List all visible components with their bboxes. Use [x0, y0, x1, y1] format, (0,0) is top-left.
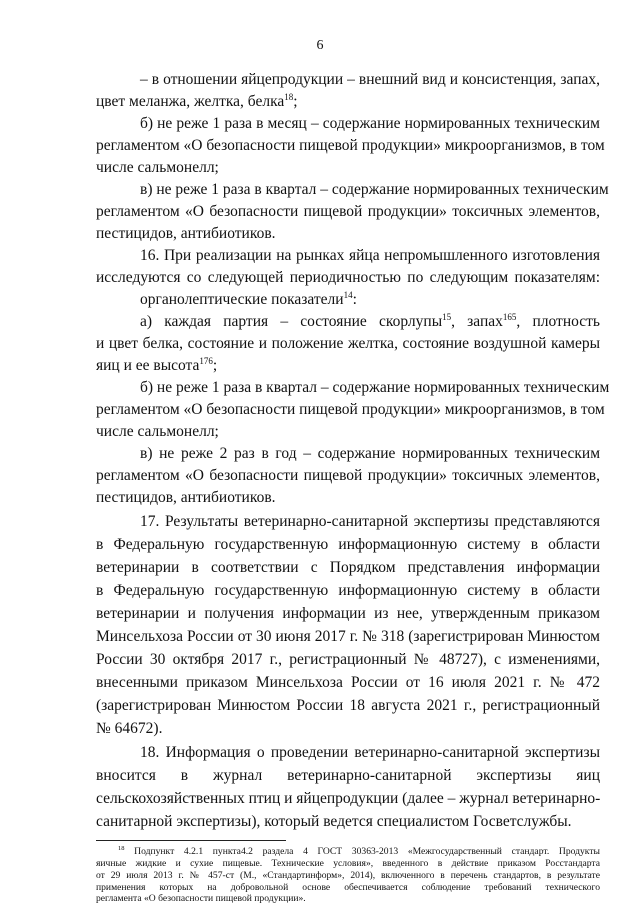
text-line: внесенными приказом Минсельхоза России от 16 июля 2021 г. № 472 — [96, 674, 600, 691]
footnote-ref: 165 — [502, 311, 517, 322]
footnote-line: от 29 июля 2013 г. № 457-ст (М., «Стандартинформ», 2014), включенного в перечень стандартов, в результате — [96, 870, 600, 881]
footnote-line: яичные жидкие и сухие пищевые. Технические условия», введенного в действие приказом Росстандарта — [96, 858, 600, 869]
text-line: в Федеральную государственную информационную систему в области — [96, 536, 600, 553]
text-line: и цвет белка, состояние и положение желтка, состояние воздушной камеры — [96, 335, 600, 352]
text-line: 17. Результаты ветеринарно-санитарной экспертизы представляются — [140, 513, 600, 530]
text-line: 16. При реализации на рынках яйца непромышленного изготовления — [140, 247, 600, 264]
text-line: (зарегистрирован Минюстом России 18 августа 2021 г., регистрационный — [96, 697, 600, 714]
text-fragment: ; — [212, 357, 218, 374]
text-line — [96, 356, 600, 376]
text-line: пестицидов, антибиотиков. — [96, 489, 276, 506]
text-fragment: органолептические показатели — [140, 291, 344, 308]
text-line — [96, 92, 600, 112]
text-line: регламентом «О безопасности пищевой продукции» микроорганизмов, в том — [96, 137, 605, 154]
text-line: – в отношении яйцепродукции – внешний вид и консистенция, запах, — [140, 71, 600, 88]
text-line: № 64672). — [96, 720, 163, 737]
footnote-text: Подпункт 4.2.1 пункта4.2 раздела 4 ГОСТ 30363-2013 «Межгосударственный стандарт. Продукты — [134, 846, 600, 857]
text-fragment: : — [352, 291, 357, 308]
page-number: 6 — [316, 38, 324, 53]
footnote-line: регламента «О безопасности пищевой продукции». — [96, 893, 306, 904]
text-line: вносится в журнал ветеринарно-санитарной экспертизы яиц — [96, 767, 600, 784]
text-fragment: , запах — [451, 313, 503, 330]
text-fragment: а) каждая партия – состояние скорлупы — [140, 313, 443, 330]
text-fragment: ; — [293, 93, 298, 110]
text-line: России 30 октября 2017 г., регистрационный № 48727), с изменениями, — [96, 651, 600, 668]
text-line: числе сальмонелл; — [96, 159, 219, 176]
footnote-ref: 176 — [199, 355, 213, 366]
text-fragment: цвет меланжа, желтка, белка — [96, 93, 285, 110]
footnote-line: применения которых на добровольной основе обеспечивается соблюдение требований технического — [96, 882, 600, 893]
text-line: б) не реже 1 раза в месяц – содержание нормированных техническим — [140, 115, 600, 132]
text-line: ветеринарии в соответствии с Порядком представления информации — [96, 559, 600, 576]
text-line: исследуются со следующей периодичностью по следующим показателям: — [96, 269, 600, 286]
text-line: пестицидов, антибиотиков. — [96, 225, 276, 242]
text-line: числе сальмонелл; — [96, 423, 219, 440]
footnote-divider — [96, 840, 286, 841]
text-line: регламентом «О безопасности пищевой продукции» токсичных элементов, — [96, 467, 600, 484]
footnote-mark: 18 — [118, 844, 125, 852]
footnote-ref: 18 — [284, 91, 294, 102]
text-line — [140, 312, 600, 332]
text-line — [140, 290, 600, 310]
text-line: в) не реже 2 раз в год – содержание нормированных техническим — [140, 445, 600, 462]
text-line: сельскохозяйственных птиц и яйцепродукции (далее – журнал ветеринарно- — [96, 790, 601, 807]
text-line: в Федеральную государственную информационную систему в области — [96, 582, 600, 599]
text-line: регламентом «О безопасности пищевой продукции» микроорганизмов, в том — [96, 401, 605, 418]
text-line: санитарной экспертизы), который ведется специалистом Госветслужбы. — [96, 813, 572, 830]
text-line: б) не реже 1 раза в квартал – содержание нормированных техническим — [140, 379, 610, 396]
text-fragment: яиц и ее высота — [96, 357, 200, 374]
text-line: 18. Информация о проведении ветеринарно-санитарной экспертизы — [140, 744, 600, 761]
text-line: ветеринарии и получения информации из нее, утвержденным приказом — [96, 605, 600, 622]
footnote-line — [118, 846, 600, 858]
footnote-ref: 15 — [442, 311, 452, 322]
footnote-ref: 14 — [343, 289, 353, 300]
text-fragment: , плотность — [516, 313, 600, 330]
text-line: в) не реже 1 раза в квартал – содержание нормированных техническим — [140, 181, 609, 198]
text-line: регламентом «О безопасности пищевой продукции» токсичных элементов, — [96, 203, 600, 220]
text-line: Минсельхоза России от 30 июня 2017 г. № 318 (зарегистрирован Минюстом — [96, 628, 600, 645]
